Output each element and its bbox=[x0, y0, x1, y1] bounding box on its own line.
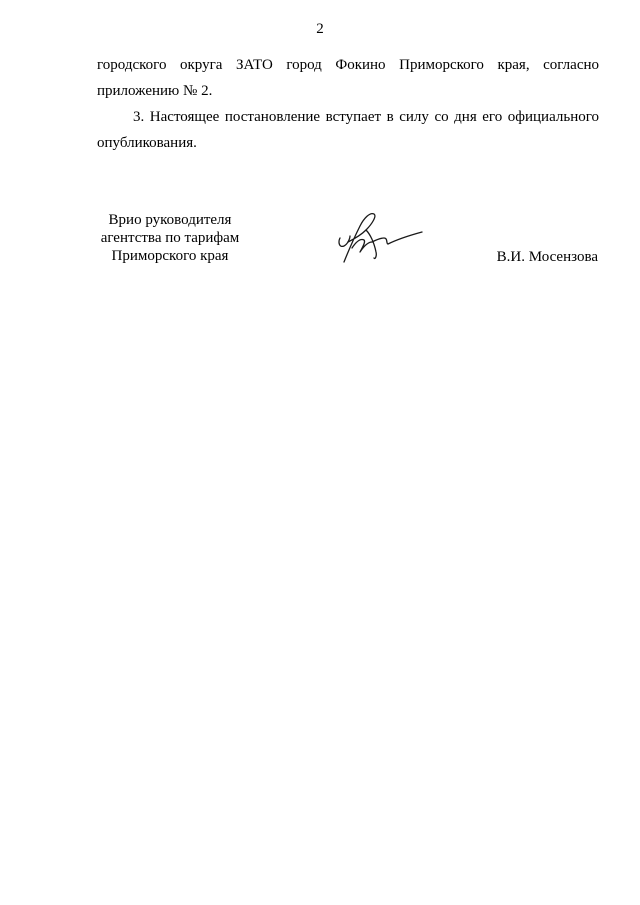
position-line: Врио руководителя bbox=[108, 212, 232, 228]
paragraph-appendix-reference bbox=[97, 52, 599, 104]
paragraph-line: приложению № 2. bbox=[97, 83, 213, 99]
signer-name: В.И. Мосензова bbox=[496, 249, 598, 265]
paragraph-line: опубликования. bbox=[97, 135, 197, 151]
paragraph-line: городского округа ЗАТО город Фокино Приморского края, согласно bbox=[97, 57, 599, 73]
page-number: 2 bbox=[316, 21, 324, 37]
signatory-position bbox=[80, 211, 260, 265]
position-line: Приморского края bbox=[111, 248, 229, 264]
position-line: агентства по тарифам bbox=[100, 230, 240, 246]
handwritten-signature-icon bbox=[330, 208, 425, 266]
paragraph-line: 3. Настоящее постановление вступает в силу со дня его официального bbox=[133, 109, 599, 125]
paragraph-effective-date bbox=[97, 104, 599, 156]
